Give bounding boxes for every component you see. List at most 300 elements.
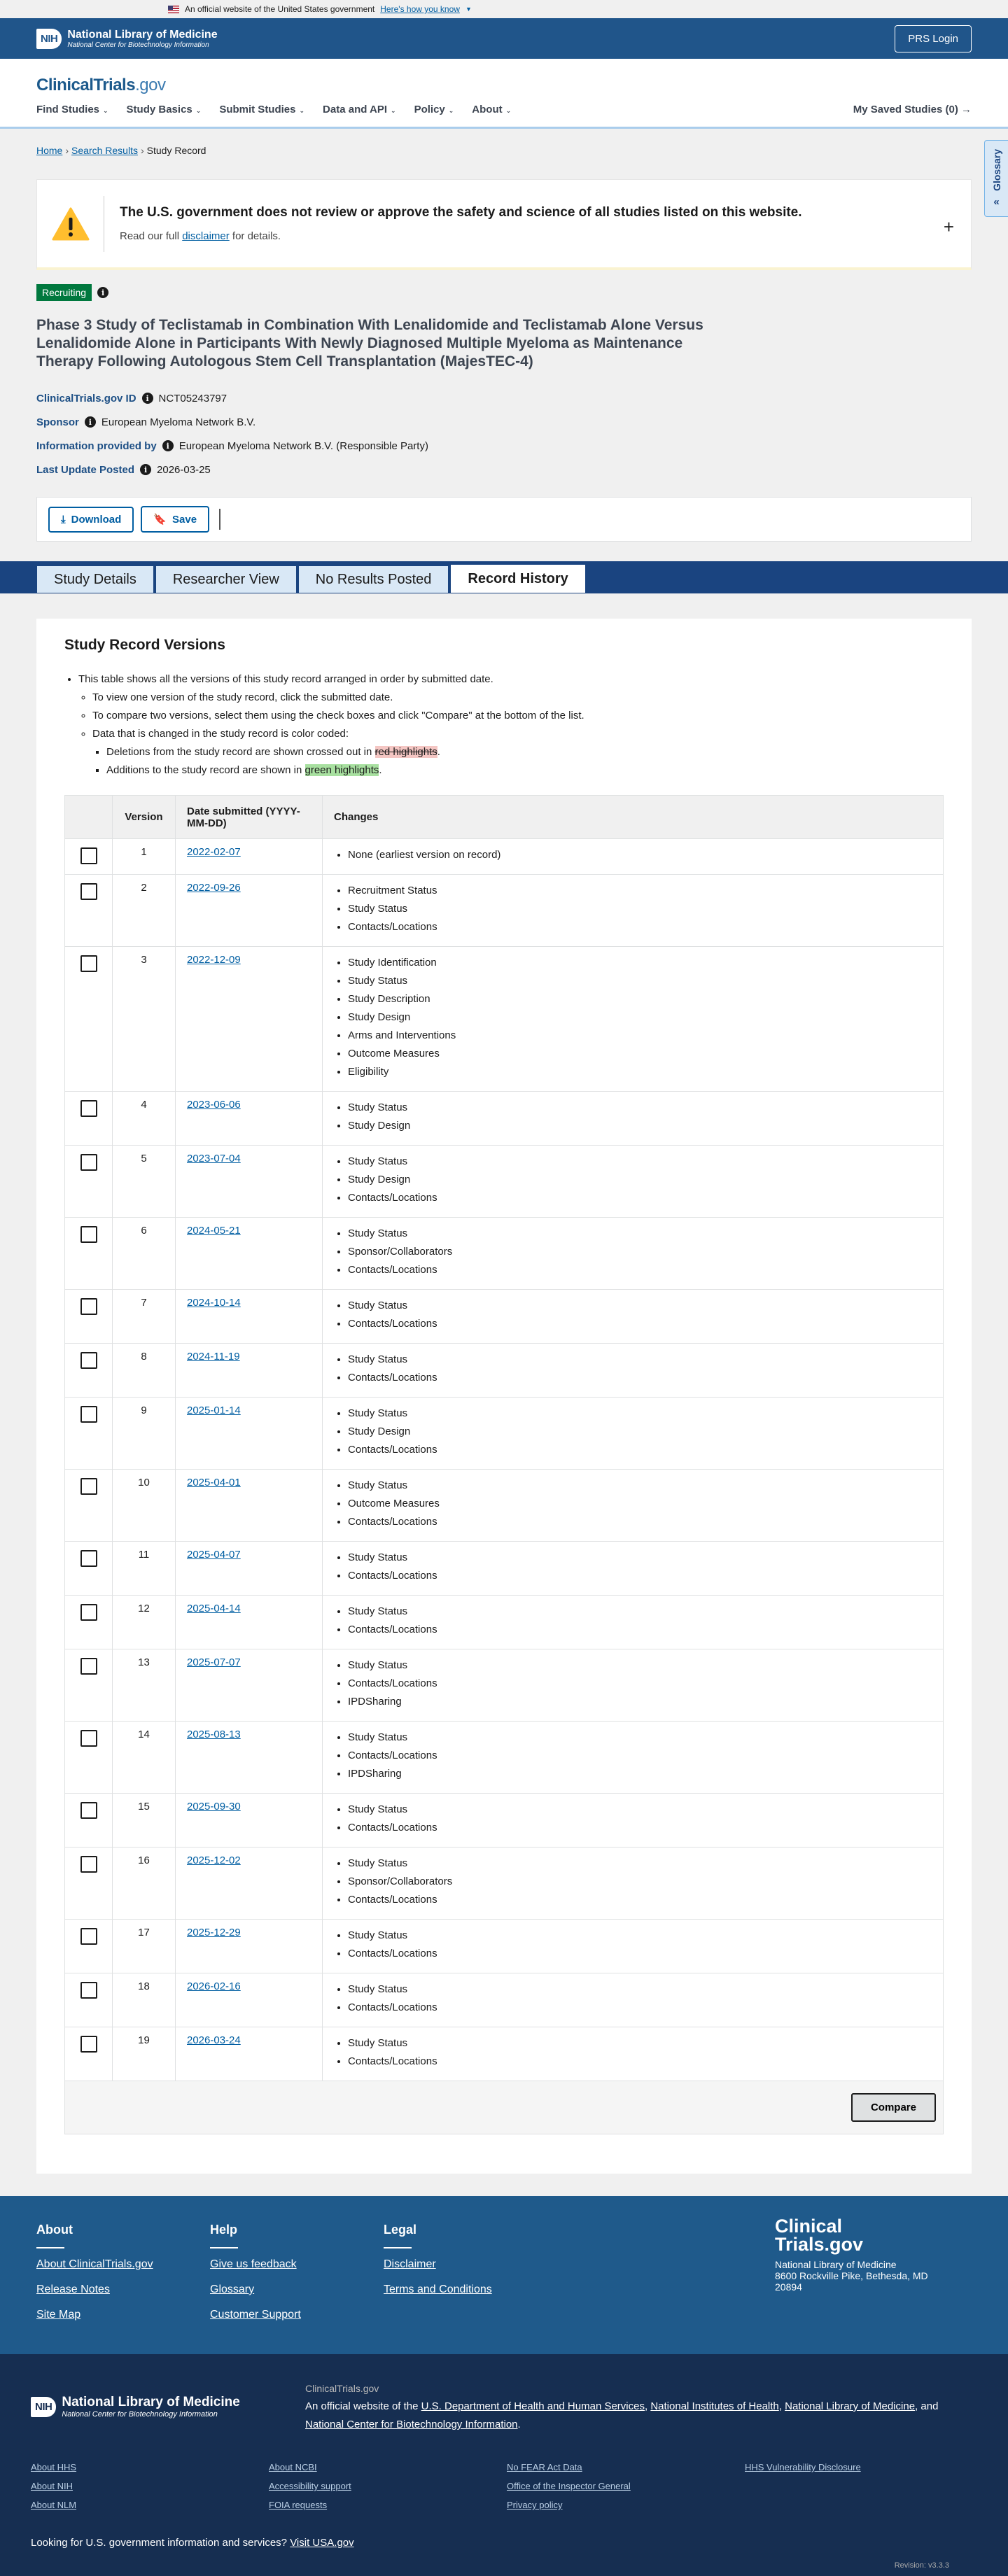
footer-about-column [36,2223,210,2354]
change-item: • Contacts/Locations [348,1567,932,1585]
changes-cell [323,1794,944,1847]
version-checkbox[interactable] [80,2036,97,2053]
changes-cell [323,1649,944,1722]
checkbox-cell [65,1722,113,1794]
nct-id-value: NCT05243797 [158,392,227,404]
checkbox-cell [65,1847,113,1920]
change-item: • Study Status [348,1153,932,1171]
version-checkbox[interactable] [80,955,97,972]
nav-policy[interactable] [414,104,454,115]
footer-link[interactable]: Give us feedback [210,2258,297,2270]
changes-cell [323,1920,944,1973]
divider [384,2247,412,2248]
changes-list [334,1405,932,1459]
ncbi-name: National Center for Biotechnology Information [62,2410,218,2419]
date-cell [176,875,323,947]
checkbox-cell [65,1344,113,1398]
change-item: • Sponsor/Collaborators [348,1873,932,1891]
nav-data-api[interactable] [323,104,396,115]
table-row [65,1794,944,1847]
changes-list [334,1656,932,1711]
change-item: • Study Design [348,1171,932,1189]
version-header: Version [113,796,176,839]
checkbox-cell [65,2027,113,2081]
changes-cell [323,1847,944,1920]
footer-about-title: About [36,2223,73,2237]
changes-cell [323,1542,944,1596]
date-cell [176,1344,323,1398]
checkbox-cell [65,1920,113,1973]
version-date-link[interactable]: 2025-09-30 [187,1801,241,1813]
checkbox-cell [65,1794,113,1847]
table-row [65,1649,944,1722]
version-checkbox[interactable] [80,1226,97,1243]
table-row [65,947,944,1092]
checkbox-cell [65,1470,113,1542]
version-date-link[interactable]: 2025-12-02 [187,1854,241,1866]
tab-record-history[interactable]: Record History [450,561,585,593]
changes-list [334,1099,932,1135]
changes-list [334,846,932,864]
change-item: • Contacts/Locations [348,1747,932,1765]
version-date-link[interactable]: 2025-04-07 [187,1549,241,1561]
changes-list [334,1549,932,1585]
breadcrumb-separator: › [140,145,144,156]
footer-link[interactable]: Terms and Conditions [384,2283,492,2295]
instructions-list [64,670,944,780]
version-number: 6 [113,1218,176,1290]
nav-find-studies[interactable] [36,104,108,115]
alert-title: The U.S. government does not review or approve the safety and science of all studies listed on this website. [120,205,802,220]
my-saved-studies-link[interactable] [853,104,972,115]
alert-text [120,230,802,242]
changes-list [334,1854,932,1909]
changes-list [334,882,932,936]
usa-text: Looking for U.S. government information and services? [31,2537,288,2549]
disclaimer-link[interactable]: disclaimer [182,230,230,242]
green-highlight-sample: green highlights [304,764,379,776]
change-item: • Contacts/Locations [348,918,932,936]
study-meta [36,386,972,481]
version-checkbox[interactable] [80,883,97,900]
changes-cell [323,1344,944,1398]
checkbox-cell [65,1542,113,1596]
compare-button[interactable]: Compare [851,2093,936,2122]
instruction-item [92,725,944,780]
changes-cell [323,1722,944,1794]
date-cell [176,1470,323,1542]
red-highlight-sample: red highlights [374,746,438,758]
changes-header: Changes [323,796,944,839]
info-icon[interactable]: i [142,393,153,404]
version-checkbox[interactable] [80,1982,97,1999]
compare-row [65,2081,944,2134]
chevron-down-icon: ▼ [465,6,472,13]
change-item: • Study Identification [348,954,932,972]
change-item: • Contacts/Locations [348,1819,932,1837]
changes-cell [323,1596,944,1649]
date-cell [176,2027,323,2081]
table-row [65,1596,944,1649]
version-number: 17 [113,1920,176,1973]
last-update-value: 2026-03-25 [157,463,211,476]
version-date-link[interactable]: 2025-07-07 [187,1656,241,1668]
changes-cell [323,839,944,875]
version-checkbox[interactable] [80,1658,97,1675]
change-item: • Contacts/Locations [348,1261,932,1279]
nlm-link[interactable]: National Library of Medicine [785,2400,916,2412]
table-row [65,1218,944,1290]
and-text: and [920,2400,939,2412]
version-checkbox[interactable] [80,1550,97,1567]
version-number: 15 [113,1794,176,1847]
chevron-down-icon: ⌄ [195,107,202,114]
change-item: • Contacts/Locations [348,1513,932,1531]
additions-text: Additions to the study record are shown in [106,764,305,776]
change-item: • Study Status [348,1656,932,1675]
table-row [65,2027,944,2081]
date-header: Date submitted (YYYY-MM-DD) [176,796,323,839]
checkbox-cell [65,1092,113,1146]
saved-label: My Saved Studies (0) [853,104,958,115]
version-checkbox[interactable] [80,1154,97,1171]
nih-link[interactable]: National Institutes of Health [650,2400,779,2412]
nih-badge: NIH [36,29,62,49]
version-checkbox[interactable] [80,1856,97,1873]
version-date-link[interactable]: 2025-01-14 [187,1405,241,1416]
instruction-item: ◦ To compare two versions, select them using the check boxes and click "Compare" at the bottom of the list. [92,707,944,725]
footer-links-grid [31,2462,977,2519]
version-date-link[interactable]: 2025-04-14 [187,1603,241,1614]
footer-link[interactable]: Site Map [36,2309,81,2321]
last-update-label: Last Update Posted [36,463,135,476]
nav-label: Study Basics [126,104,192,115]
footer-link[interactable]: About ClinicalTrials.gov [36,2258,153,2270]
version-checkbox[interactable] [80,1100,97,1117]
logo-line: Trials.gov [775,2234,864,2255]
change-item: • Study Design [348,1008,932,1027]
footer-ct-logo[interactable] [775,2217,928,2253]
chevron-down-icon: ⌄ [448,107,454,114]
version-number: 4 [113,1092,176,1146]
checkbox-cell [65,947,113,1092]
divider [36,2247,64,2248]
warning-icon [37,196,104,252]
footer-legal-title: Legal [384,2223,417,2237]
nih-logo[interactable] [36,29,218,49]
info-icon[interactable]: i [162,440,174,451]
table-row [65,1470,944,1542]
nav-submit-studies[interactable] [219,104,304,115]
change-item: • Contacts/Locations [348,1441,932,1459]
recruiting-status-badge: Recruiting [36,284,92,301]
bookmark-icon: 🔖 [153,514,167,526]
footer-link[interactable]: Release Notes [36,2283,110,2295]
footer-link[interactable]: Customer Support [210,2309,301,2321]
checkbox-cell [65,1146,113,1218]
version-date-link[interactable]: 2023-07-04 [187,1153,241,1164]
version-checkbox[interactable] [80,1478,97,1495]
footer-link[interactable]: Glossary [210,2283,255,2295]
date-cell [176,1290,323,1344]
date-cell [176,839,323,875]
date-cell [176,1920,323,1973]
breadcrumb-home[interactable]: Home [36,145,63,156]
expand-plus-icon[interactable]: + [943,216,954,237]
nct-id-label: ClinicalTrials.gov ID [36,392,136,404]
date-cell [176,1596,323,1649]
us-flag-icon [168,6,179,13]
date-cell [176,1722,323,1794]
hhs-link[interactable]: U.S. Department of Health and Human Services [421,2400,645,2412]
version-checkbox[interactable] [80,1352,97,1369]
version-date-link[interactable]: 2024-11-19 [187,1351,240,1363]
change-item: • IPDSharing [348,1693,932,1711]
chevron-down-icon: ⌄ [103,107,108,114]
nav-about[interactable] [472,104,511,115]
change-item: • Study Status [348,1801,932,1819]
glossary-label: Glossary [990,148,1002,191]
alert-text-before: Read our full [120,230,183,242]
changes-list [334,1729,932,1783]
footer-link[interactable]: HHS Vulnerability Disclosure [745,2462,861,2472]
footer-top [0,2196,1008,2354]
revision-text: Revision: v3.3.3 [894,2561,949,2570]
versions-table [64,795,944,2134]
change-item: • Study Status [348,1980,932,1999]
table-row [65,1920,944,1973]
version-date-link[interactable]: 2023-06-06 [187,1099,241,1111]
nav-study-basics[interactable] [127,104,202,115]
version-checkbox[interactable] [80,1730,97,1747]
instruction-item: ▪ Additions to the study record are shown in green highlights. [106,761,944,780]
change-item: • Arms and Interventions [348,1027,932,1045]
change-item: • Contacts/Locations [348,1675,932,1693]
date-cell [176,947,323,1092]
change-item: • Outcome Measures [348,1045,932,1063]
version-number: 5 [113,1146,176,1218]
checkbox-cell [65,1290,113,1344]
checkbox-cell [65,1596,113,1649]
checkbox-cell [65,1218,113,1290]
arrow-right-icon: → [961,104,972,115]
change-item: • Contacts/Locations [348,1315,932,1333]
main-nav [36,104,972,115]
logo-line: Clinical [775,2216,843,2237]
version-number: 7 [113,1290,176,1344]
checkbox-header [65,796,113,839]
version-date-link[interactable]: 2026-03-24 [187,2034,241,2046]
version-checkbox[interactable] [80,1406,97,1423]
version-date-link[interactable]: 2025-04-01 [187,1477,241,1488]
provided-by-label: Information provided by [36,439,157,452]
change-item: • Contacts/Locations [348,1189,932,1207]
change-item: • Outcome Measures [348,1495,932,1513]
changes-list [334,1153,932,1207]
change-item: • Study Status [348,1099,932,1117]
version-number: 10 [113,1470,176,1542]
save-label: Save [172,513,197,526]
changes-list [334,1477,932,1531]
version-checkbox[interactable] [80,1298,97,1315]
download-icon: ⤓ [61,513,66,526]
nav-label: Policy [414,104,445,115]
table-row [65,1290,944,1344]
info-icon[interactable]: i [97,287,108,298]
footer-link[interactable]: Office of the Inspector General [507,2481,631,2491]
changes-list [334,1225,932,1279]
footer-link[interactable]: Disclaimer [384,2258,436,2270]
instruction-item: ▪ Deletions from the study record are shown crossed out in red highlights. [106,743,944,761]
table-row [65,1146,944,1218]
ncbi-name: National Center for Biotechnology Information [67,41,209,49]
footer-link[interactable]: No FEAR Act Data [507,2462,582,2472]
chevron-down-icon: ⌄ [505,107,512,114]
breadcrumb-separator: › [65,145,69,156]
gov-banner [0,0,1008,18]
info-icon[interactable]: i [140,464,151,475]
version-date-link[interactable]: 2025-12-29 [187,1927,241,1938]
version-date-link[interactable]: 2025-08-13 [187,1729,241,1740]
divider [219,509,220,530]
changes-cell [323,1218,944,1290]
info-icon[interactable]: i [85,416,96,428]
changes-list [334,1801,932,1837]
version-date-link[interactable]: 2024-10-14 [187,1297,241,1309]
divider [210,2247,238,2248]
change-item: • Contacts/Locations [348,1891,932,1909]
usa-gov-row [31,2537,977,2549]
footer-nih-logo[interactable] [31,2379,277,2434]
official-prefix: An official website of the [305,2400,421,2412]
change-item: • Study Status [348,2034,932,2053]
changes-list [334,1351,932,1387]
tab-researcher-view[interactable]: Researcher View [155,565,297,593]
heres-how-you-know-link[interactable]: Here's how you know [380,4,460,14]
change-item: • Contacts/Locations [348,2053,932,2071]
table-row [65,839,944,875]
change-item: • Study Status [348,1405,932,1423]
changes-list [334,2034,932,2071]
provided-by-value: European Myeloma Network B.V. (Responsible Party) [178,439,428,452]
version-number: 8 [113,1344,176,1398]
checkbox-cell [65,1649,113,1722]
version-date-link[interactable]: 2022-12-09 [187,954,241,966]
date-cell [176,1146,323,1218]
change-item: • Study Status [348,972,932,990]
footer-link[interactable]: About NCBI [269,2462,317,2472]
change-item: • Study Design [348,1423,932,1441]
change-item: • Study Status [348,1927,932,1945]
change-item: • IPDSharing [348,1765,932,1783]
clinicaltrials-logo[interactable] [36,76,972,95]
checkbox-cell [65,839,113,875]
tab-no-results-posted[interactable]: No Results Posted [298,565,449,593]
changes-cell [323,2027,944,2081]
logo-main: ClinicalTrials [36,76,136,94]
glossary-tab[interactable] [984,140,1008,217]
version-number: 3 [113,947,176,1092]
breadcrumb-search-results[interactable]: Search Results [71,145,138,156]
footer-link[interactable]: Privacy policy [507,2500,563,2510]
change-item: • Eligibility [348,1063,932,1081]
change-item: • Study Status [348,1729,932,1747]
change-item: • Contacts/Locations [348,1999,932,2017]
changes-cell [323,1092,944,1146]
change-item: • Study Design [348,1117,932,1135]
table-row [65,1398,944,1470]
change-item: • Contacts/Locations [348,1621,932,1639]
changes-cell [323,1146,944,1218]
version-date-link[interactable]: 2026-02-16 [187,1980,241,1992]
footer-bottom [0,2354,1008,2576]
changes-list [334,1603,932,1639]
ncbi-link[interactable]: National Center for Biotechnology Information [305,2419,518,2430]
version-number: 11 [113,1542,176,1596]
footer-help-title: Help [210,2223,238,2237]
nlm-name: National Library of Medicine [62,2395,240,2409]
date-cell [176,1542,323,1596]
change-item: • Study Status [348,1225,932,1243]
change-item: • Contacts/Locations [348,1369,932,1387]
sponsor-value: European Myeloma Network B.V. [101,416,256,428]
footer-link[interactable]: About NIH [31,2481,73,2491]
change-item: • Contacts/Locations [348,1945,932,1963]
tab-study-details[interactable]: Study Details [36,565,154,593]
footer-link[interactable]: About NLM [31,2500,77,2510]
logo-suffix: .gov [135,76,166,94]
version-date-link[interactable]: 2024-05-21 [187,1225,241,1237]
version-number: 19 [113,2027,176,2081]
table-row [65,1542,944,1596]
table-row [65,1722,944,1794]
footer-link[interactable]: FOIA requests [269,2500,328,2510]
date-cell [176,1973,323,2027]
table-row [65,1092,944,1146]
save-button[interactable] [141,506,209,533]
version-checkbox[interactable] [80,1604,97,1621]
study-title: Phase 3 Study of Teclistamab in Combination With Lenalidomide and Teclistamab Alone Versus Lenalidomide Alone in Participants With Newly Diagnosed Multiple Myeloma as Maintenance Therapy Following Autologous Stem Cell Transplantation (MajesTEC-4) [36,317,704,369]
nav-label: Data and API [323,104,388,115]
version-date-link[interactable]: 2022-09-26 [187,882,241,894]
changes-list [334,1980,932,2017]
footer-street: 8600 Rockville Pike, Bethesda, MD [775,2270,928,2281]
chevron-down-icon: ⌄ [299,107,305,114]
changes-cell [323,947,944,1092]
footer-link[interactable]: Accessibility support [269,2481,351,2491]
changes-cell [323,1398,944,1470]
checkbox-cell [65,1398,113,1470]
version-checkbox[interactable] [80,1928,97,1945]
changes-cell [323,1470,944,1542]
version-number: 9 [113,1398,176,1470]
footer-link[interactable]: About HHS [31,2462,77,2472]
download-button[interactable] [48,507,134,533]
version-checkbox[interactable] [80,1802,97,1819]
prs-login-button[interactable]: PRS Login [895,25,972,52]
checkbox-cell [65,1973,113,2027]
version-checkbox[interactable] [80,847,97,864]
version-date-link[interactable]: 2022-02-07 [187,846,241,858]
breadcrumb-current: Study Record [146,145,206,156]
changes-list [334,954,932,1081]
nav-label: Submit Studies [219,104,296,115]
changes-cell [323,875,944,947]
footer-legal-column [384,2223,557,2354]
record-tabs [0,561,1008,593]
change-item: • Study Status [348,1549,932,1567]
visit-usa-gov-link[interactable]: Visit USA.gov [290,2537,354,2549]
